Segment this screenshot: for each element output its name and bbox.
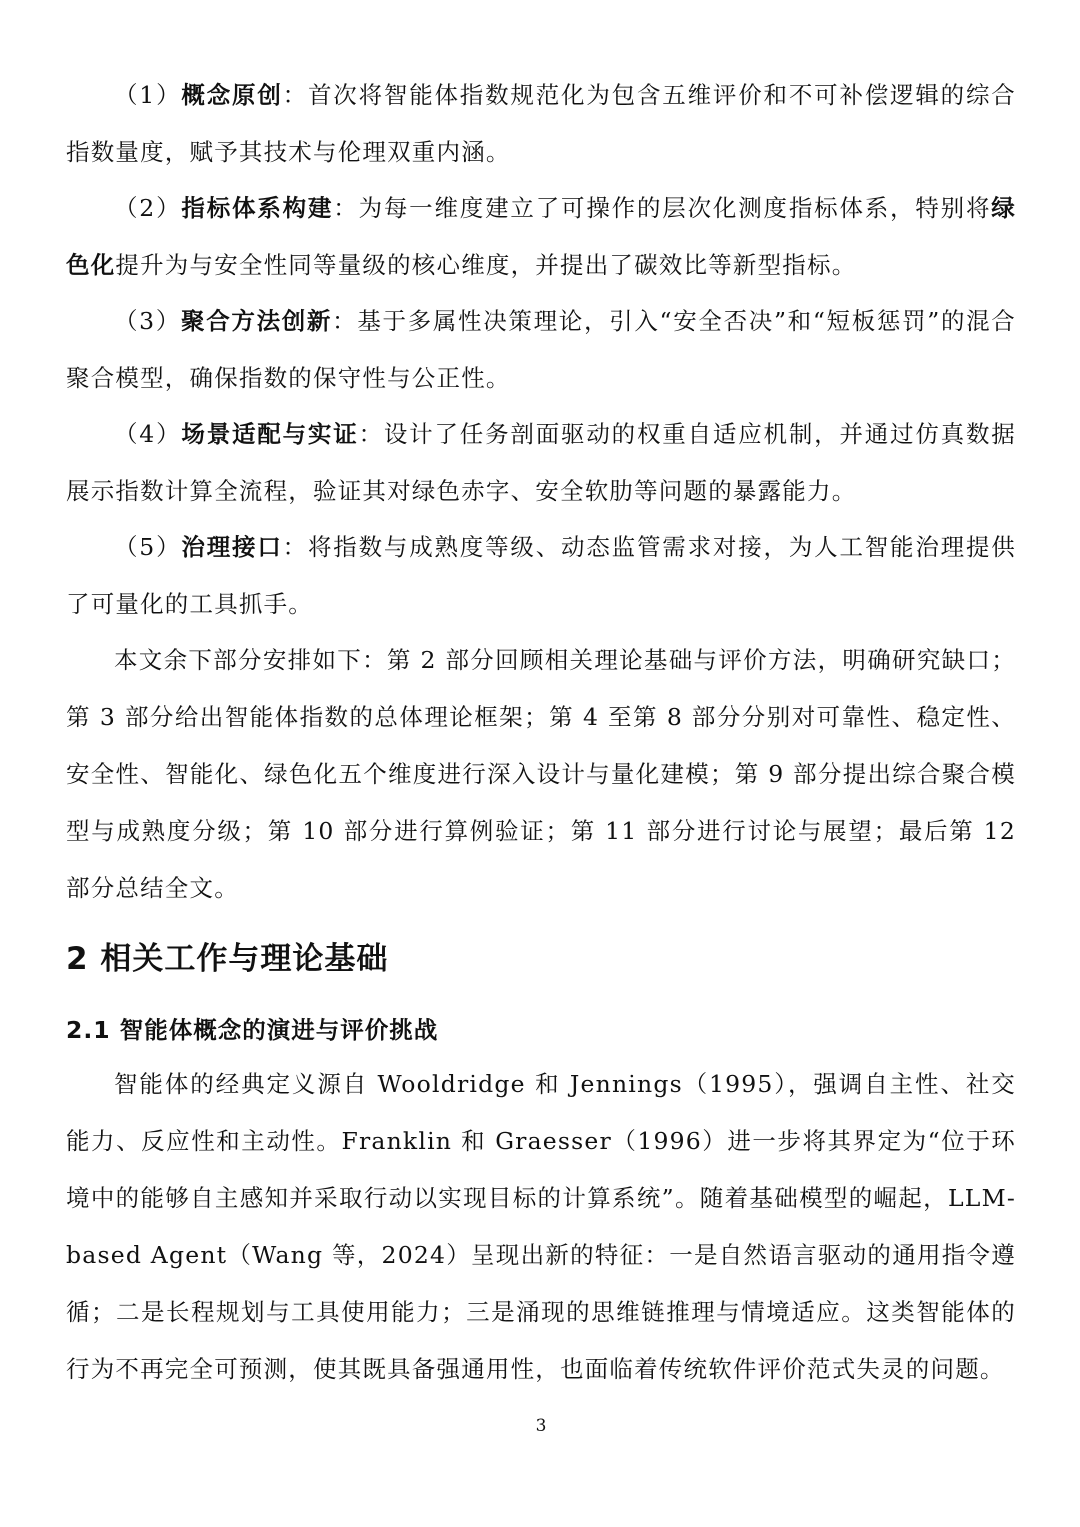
item-colon: ： [332, 307, 358, 335]
document-page [66, 0, 1016, 1527]
item-number: （3） [114, 307, 182, 335]
contribution-item-1 [66, 67, 1016, 181]
item-term: 概念原创 [181, 81, 283, 109]
item-colon: ： [333, 194, 359, 222]
item-number: （2） [114, 194, 182, 222]
section-heading: 2 相关工作与理论基础 [66, 941, 389, 977]
item-number: （1） [114, 81, 182, 109]
item-term: 指标体系构建 [181, 194, 334, 222]
item-term: 治理接口 [181, 533, 283, 561]
item-number: （4） [114, 420, 182, 448]
item-text: 为每一维度建立了可操作的层次化测度指标体系，特别将 [358, 194, 992, 222]
item-term-emphasis: 绿色化 [66, 194, 1016, 279]
item-text: 提升为与安全性同等量级的核心维度，并提出了碳效比等新型指标。 [115, 251, 857, 279]
contribution-item-3 [66, 293, 1016, 407]
subsection-heading: 2.1 智能体概念的演进与评价挑战 [66, 1016, 439, 1044]
contribution-item-4 [66, 406, 1016, 520]
item-number: （5） [114, 533, 182, 561]
contribution-item-5 [66, 519, 1016, 633]
outline-paragraph: 本文余下部分安排如下：第 2 部分回顾相关理论基础与评价方法，明确研究缺口；第 3 部分给出智能体指数的总体理论框架；第 4 至第 8 部分分别对可靠性、稳定性、安全性、智能化、绿色化五个维度进行深入设计与量化建模；第 9 部分提出综合聚合模型与成熟度分级；第 10 部分进行算例验证；第 11 部分进行讨论与展望；最后第 12 部分总结全文。 [66, 646, 1016, 902]
item-text: 将指数与成熟度等级、动态监管需求对接，为人工智能治理提供了可量化的工具抓手。 [66, 533, 1016, 618]
body-paragraph: 智能体的经典定义源自 Wooldridge 和 Jennings（1995），强调自主性、社交能力、反应性和主动性。Franklin 和 Graesser（1996）进一步将其界定为“位于环境中的能够自主感知并采取行动以实现目标的计算系统”。随着基础模型的崛起，LLM-based Agent（Wang 等，2024）呈现出新的特征：一是自然语言驱动的通用指令遵循；二是长程规划与工具使用能力；三是涌现的思维链推理与情境适应。这类智能体的行为不再完全可预测，使其既具备强通用性，也面临着传统软件评价范式失灵的问题。 [66, 1070, 1016, 1383]
item-colon: ： [358, 420, 384, 448]
item-text: 设计了任务剖面驱动的权重自适应机制，并通过仿真数据展示指数计算全流程，验证其对绿色赤字、安全软肋等问题的暴露能力。 [66, 420, 1016, 505]
item-text: 首次将智能体指数规范化为包含五维评价和不可补偿逻辑的综合指数量度，赋予其技术与伦理双重内涵。 [66, 81, 1016, 166]
item-term: 场景适配与实证 [181, 420, 359, 448]
item-colon: ： [282, 81, 308, 109]
item-colon: ： [282, 533, 308, 561]
item-text: 基于多属性决策理论，引入“安全否决”和“短板惩罚”的混合聚合模型，确保指数的保守性与公正性。 [66, 307, 1017, 392]
contribution-item-2 [66, 180, 1016, 294]
item-term: 聚合方法创新 [181, 307, 333, 335]
page-number: 3 [535, 1416, 547, 1436]
